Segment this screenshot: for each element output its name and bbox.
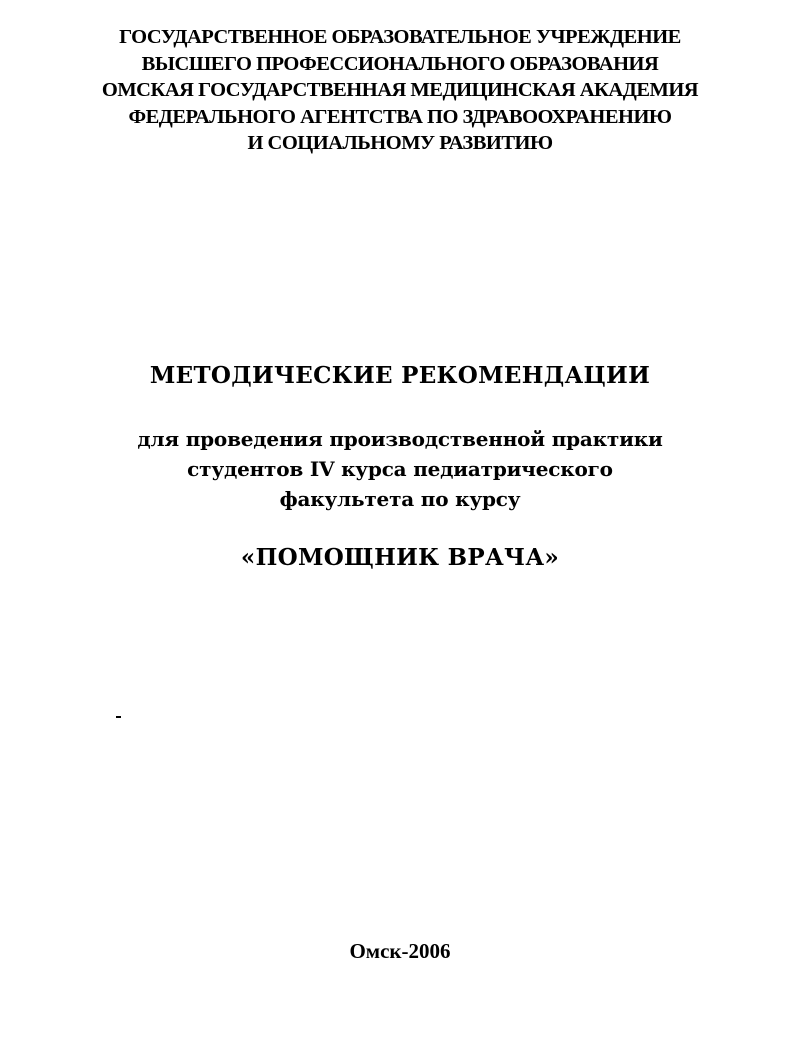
course-name: «ПОМОЩНИК ВРАЧА» bbox=[240, 544, 560, 571]
header-line-5: И СОЦИАЛЬНОМУ РАЗВИТИЮ bbox=[247, 132, 553, 154]
stray-mark bbox=[116, 716, 121, 718]
institution-header bbox=[0, 24, 800, 157]
header-line-1: ГОСУДАРСТВЕННОЕ ОБРАЗОВАТЕЛЬНОЕ УЧРЕЖДЕНИЕ bbox=[119, 26, 681, 48]
subtitle-line-2: студентов IV курса педиатрического bbox=[187, 457, 613, 481]
subtitle-line-1: для проведения производственной практики bbox=[137, 427, 663, 451]
document-subtitle bbox=[0, 424, 800, 514]
city-year: Омск-2006 bbox=[349, 939, 451, 963]
subtitle-line-3: факультета по курсу bbox=[279, 487, 521, 511]
header-line-4: ФЕДЕРАЛЬНОГО АГЕНТСТВА ПО ЗДРАВООХРАНЕНИЮ bbox=[128, 105, 672, 128]
header-line-3: ОМСКАЯ ГОСУДАРСТВЕННАЯ МЕДИЦИНСКАЯ АКАДЕМИЯ bbox=[101, 79, 699, 101]
document-title: МЕТОДИЧЕСКИЕ РЕКОМЕНДАЦИИ bbox=[149, 362, 651, 389]
header-line-2: ВЫСШЕГО ПРОФЕССИОНАЛЬНОГО ОБРАЗОВАНИЯ bbox=[141, 52, 659, 75]
